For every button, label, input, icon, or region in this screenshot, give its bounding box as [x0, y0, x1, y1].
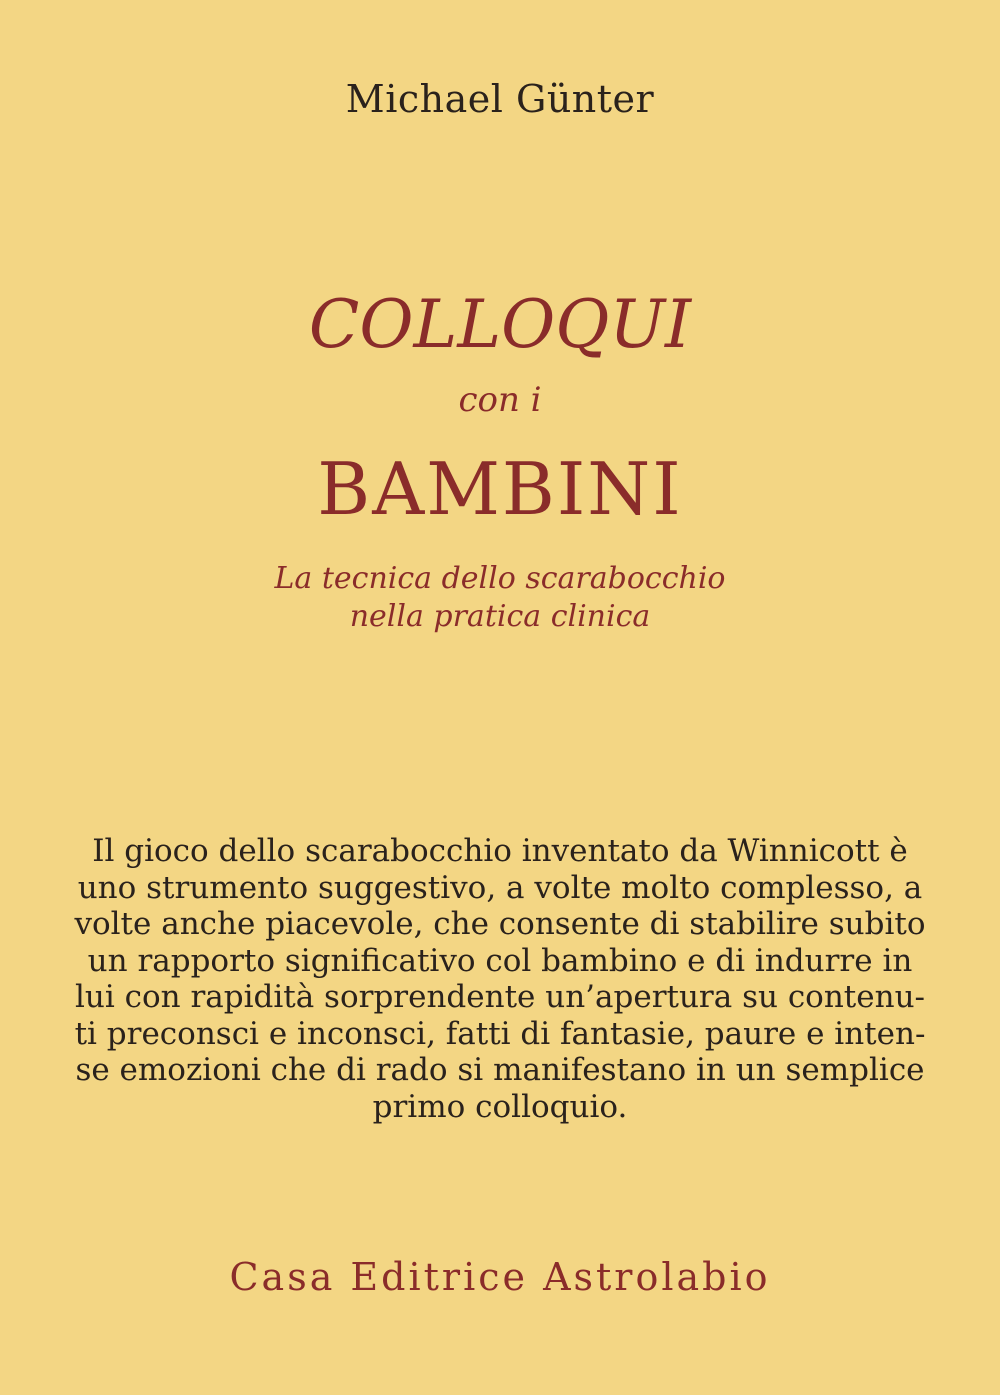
- blurb-line: uno strumento suggestivo, a volte molto complesso, a: [77, 869, 923, 906]
- blurb-line: ti preconsci e inconsci, fatti di fantasie, paure e inten-: [74, 1015, 926, 1052]
- title-line-1: COLLOQUI: [308, 286, 692, 363]
- subtitle-line-1: La tecnica dello scarabocchio: [274, 561, 726, 596]
- blurb-line: Il gioco dello scarabocchio inventato da Winnicott è: [92, 833, 908, 869]
- blurb-line: un rapporto significativo col bambino e di indurre in: [87, 942, 913, 979]
- subtitle: [0, 560, 1000, 636]
- title-connector: con i: [458, 380, 542, 420]
- blurb-line: primo colloquio.: [372, 1088, 628, 1125]
- blurb-line: volte anche piacevole, che consente di stabilire subito: [74, 906, 926, 942]
- blurb-line: se emozioni che di rado si manifestano in un semplice: [75, 1052, 925, 1088]
- author-name: Michael Günter: [345, 77, 655, 121]
- publisher-name: Casa Editrice Astrolabio: [229, 1255, 771, 1299]
- title-line-2: BAMBINI: [317, 447, 683, 531]
- subtitle-line-2: nella pratica clinica: [349, 599, 651, 634]
- blurb-paragraph: [0, 833, 1000, 1125]
- blurb-line: lui con rapidità sorprendente un’apertura su contenu-: [74, 979, 926, 1015]
